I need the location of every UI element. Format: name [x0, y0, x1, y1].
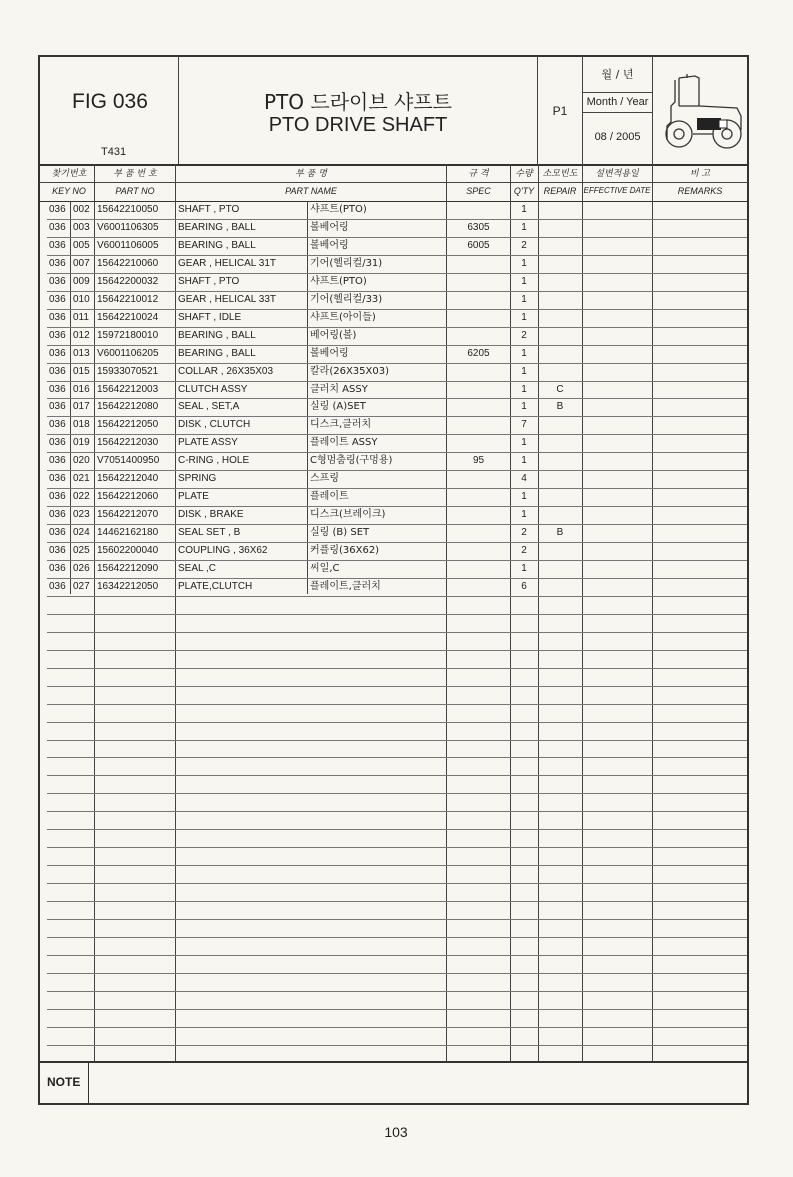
part-name-en-cell: PLATE ASSY: [178, 437, 238, 448]
grid-line: [47, 704, 747, 705]
part-name-ko-cell: 씨일,C: [310, 563, 340, 574]
part-name-ko-cell: 커플링(36X62): [310, 545, 380, 556]
col-partno-ko: 부 품 번 호: [113, 169, 157, 179]
spec-cell: 6005: [467, 240, 490, 251]
part-name-ko-cell: 클러치 ASSY: [310, 384, 368, 395]
qty-cell: 1: [521, 312, 527, 323]
key-cell: 003: [73, 222, 90, 233]
header-sep-1: [178, 56, 179, 164]
grid-line: [47, 650, 747, 651]
key-cell: 024: [73, 527, 90, 538]
grid-line: [47, 829, 747, 830]
qty-cell: 1: [521, 563, 527, 574]
part-name-ko-cell: 스프링: [310, 473, 339, 484]
fig-cell: 036: [49, 348, 66, 359]
grid-line: [47, 775, 747, 776]
table-row: [0, 201, 793, 219]
fig-cell: 036: [49, 419, 66, 430]
col-key-ko: 찾기번호: [51, 169, 87, 179]
part-name-ko-cell: 실링 (A)SET: [310, 401, 366, 412]
part-name-en-cell: BEARING , BALL: [178, 240, 256, 251]
revision-date: 08 / 2005: [594, 131, 641, 143]
page-number: 103: [384, 1124, 408, 1140]
part-name-ko-cell: 디스크,클러치: [310, 419, 372, 430]
qty-cell: 1: [521, 455, 527, 466]
table-row: [0, 434, 793, 452]
fig-cell: 036: [49, 258, 66, 269]
repair-cell: B: [556, 401, 564, 412]
key-cell: 017: [73, 401, 90, 412]
fig-cell: 036: [49, 527, 66, 538]
fig-cell: 036: [49, 330, 66, 341]
col-eff-ko: 설변적용일: [595, 169, 639, 179]
qty-cell: 6: [521, 581, 527, 592]
fig-cell: 036: [49, 563, 66, 574]
fig-cell: 036: [49, 545, 66, 556]
part-no-cell: V6001106005: [97, 240, 159, 251]
col-eff-en: EFFECTIVE DATE: [583, 186, 651, 195]
part-name-ko-cell: 칼라(26X35X03): [310, 366, 389, 377]
grid-line: [47, 686, 747, 687]
grid-line: [47, 722, 747, 723]
fig-cell: 036: [49, 455, 66, 466]
table-row: [0, 345, 793, 363]
fig-cell: 036: [49, 240, 66, 251]
part-name-en-cell: SPRING: [178, 473, 217, 484]
part-no-cell: 15602200040: [97, 545, 159, 556]
qty-cell: 1: [521, 366, 527, 377]
fig-cell: 036: [49, 366, 66, 377]
qty-cell: 2: [521, 527, 527, 538]
part-no-cell: 15642210024: [97, 312, 159, 323]
part-no-cell: V6001106205: [97, 348, 159, 359]
model-code: T431: [101, 146, 127, 158]
qty-cell: 7: [521, 419, 527, 430]
repair-cell: B: [556, 527, 564, 538]
part-name-ko-cell: 볼베어링: [310, 222, 349, 233]
repair-cell: C: [556, 384, 564, 395]
grid-line: [47, 811, 747, 812]
table-row: [0, 542, 793, 560]
spec-cell: 6205: [467, 348, 490, 359]
key-cell: 013: [73, 348, 90, 359]
table-row: [0, 381, 793, 399]
note-divider: [39, 1061, 748, 1063]
qty-cell: 1: [521, 348, 527, 359]
col-remarks-ko: 비 고: [689, 169, 711, 179]
grid-line: [47, 973, 747, 974]
grid-line: [47, 740, 747, 741]
part-name-en-cell: SHAFT , IDLE: [178, 312, 242, 323]
fig-cell: 036: [49, 473, 66, 484]
month-year-sep-b: [582, 112, 652, 113]
part-name-en-cell: COLLAR , 26X35X03: [178, 366, 274, 377]
part-no-cell: 15642212090: [97, 563, 159, 574]
part-name-en-cell: SEAL ,C: [178, 563, 216, 574]
qty-cell: 2: [521, 240, 527, 251]
qty-cell: 1: [521, 437, 527, 448]
table-row: [0, 398, 793, 416]
key-cell: 016: [73, 384, 90, 395]
grid-line: [47, 757, 747, 758]
note-sep: [88, 1062, 89, 1104]
qty-cell: 1: [521, 401, 527, 412]
fig-cell: 036: [49, 312, 66, 323]
key-cell: 015: [73, 366, 90, 377]
table-row: [0, 291, 793, 309]
qty-cell: 1: [521, 384, 527, 395]
part-name-en-cell: SEAL SET , B: [178, 527, 241, 538]
part-no-cell: V7051400950: [97, 455, 160, 466]
key-cell: 005: [73, 240, 90, 251]
key-cell: 012: [73, 330, 90, 341]
key-cell: 019: [73, 437, 90, 448]
grid-line: [47, 1045, 747, 1046]
part-no-cell: 15933070521: [97, 366, 159, 377]
page-code: P1: [552, 104, 568, 118]
qty-cell: 1: [521, 294, 527, 305]
part-name-en-cell: BEARING , BALL: [178, 222, 256, 233]
col-partname-en: PART NAME: [285, 186, 337, 196]
key-cell: 020: [73, 455, 90, 466]
part-no-cell: 15642212030: [97, 437, 159, 448]
grid-line: [47, 668, 747, 669]
part-name-en-cell: SHAFT , PTO: [178, 276, 240, 287]
grid-line: [47, 632, 747, 633]
key-cell: 011: [73, 312, 89, 323]
spec-cell: 6305: [467, 222, 490, 233]
qty-cell: 1: [521, 258, 527, 269]
fig-cell: 036: [49, 401, 66, 412]
table-row: [0, 309, 793, 327]
grid-line: [47, 883, 747, 884]
part-name-en-cell: PLATE: [178, 491, 209, 502]
part-name-ko-cell: 기어(헬리컬/33): [310, 294, 383, 305]
grid-line: [47, 937, 747, 938]
grid-line: [47, 793, 747, 794]
fig-cell: 036: [49, 276, 66, 287]
key-cell: 026: [73, 563, 90, 574]
part-no-cell: V6001106305: [97, 222, 159, 233]
qty-cell: 1: [521, 222, 527, 233]
part-name-ko-cell: 플레이트 ASSY: [310, 437, 378, 448]
part-name-ko-cell: 샤프트(아이들): [310, 312, 376, 323]
qty-cell: 1: [521, 204, 527, 215]
tractor-icon: [657, 62, 745, 158]
col-partno-en: PART NO: [115, 186, 155, 196]
column-header-midline: [39, 182, 748, 183]
qty-cell: 1: [521, 491, 527, 502]
key-cell: 002: [73, 204, 90, 215]
part-name-en-cell: GEAR , HELICAL 33T: [178, 294, 276, 305]
col-qty-en: Q'TY: [513, 186, 535, 196]
title-korean: PTO 드라이브 샤프트: [264, 90, 452, 114]
part-name-en-cell: C-RING , HOLE: [178, 455, 250, 466]
grid-line: [47, 1009, 747, 1010]
col-repair-ko: 소모빈도: [542, 169, 578, 179]
key-cell: 022: [73, 491, 90, 502]
part-name-en-cell: BEARING , BALL: [178, 330, 256, 341]
grid-line: [47, 596, 747, 597]
table-row: [0, 524, 793, 542]
part-no-cell: 16342212050: [97, 581, 159, 592]
key-cell: 009: [73, 276, 90, 287]
table-row: [0, 416, 793, 434]
grid-line: [47, 847, 747, 848]
grid-line: [47, 955, 747, 956]
part-name-ko-cell: 샤프트(PTO): [310, 204, 367, 215]
fig-cell: 036: [49, 581, 66, 592]
part-no-cell: 15642210050: [97, 204, 159, 215]
part-no-cell: 15642212070: [97, 509, 159, 520]
col-key-en: KEY NO: [52, 186, 86, 196]
part-name-en-cell: GEAR , HELICAL 31T: [178, 258, 276, 269]
qty-cell: 4: [521, 473, 527, 484]
part-name-ko-cell: 실링 (B) SET: [310, 527, 370, 538]
col-repair-en: REPAIR: [543, 186, 577, 196]
grid-line: [47, 919, 747, 920]
table-row: [0, 488, 793, 506]
part-name-ko-cell: C형멈춤링(구멍용): [310, 455, 393, 466]
qty-cell: 1: [521, 276, 527, 287]
part-name-en-cell: DISK , BRAKE: [178, 509, 244, 520]
part-no-cell: 15642212003: [97, 384, 159, 395]
table-row: [0, 452, 793, 470]
table-row: [0, 578, 793, 596]
part-name-ko-cell: 샤프트(PTO): [310, 276, 367, 287]
table-row: [0, 255, 793, 273]
part-name-ko-cell: 플레이트: [310, 491, 349, 502]
fig-cell: 036: [49, 294, 66, 305]
month-year-english: Month / Year: [586, 96, 649, 108]
key-cell: 025: [73, 545, 90, 556]
grid-line: [47, 865, 747, 866]
part-no-cell: 15642212040: [97, 473, 159, 484]
grid-line: [47, 1027, 747, 1028]
part-no-cell: 14462162180: [97, 527, 159, 538]
table-row: [0, 363, 793, 381]
header-sep-4: [652, 56, 653, 164]
fig-cell: 036: [49, 437, 66, 448]
qty-cell: 1: [521, 509, 527, 520]
col-partname-ko: 부 품 명: [295, 169, 327, 179]
part-name-en-cell: PLATE,CLUTCH: [178, 581, 253, 592]
table-row: [0, 560, 793, 578]
col-qty-ko: 수량: [515, 169, 533, 179]
grid-line: [47, 991, 747, 992]
part-no-cell: 15642210060: [97, 258, 159, 269]
key-cell: 010: [73, 294, 90, 305]
table-row: [0, 237, 793, 255]
part-name-en-cell: SHAFT , PTO: [178, 204, 240, 215]
part-name-en-cell: SEAL , SET,A: [178, 401, 240, 412]
grid-line: [47, 901, 747, 902]
part-no-cell: 15642212050: [97, 419, 159, 430]
part-name-ko-cell: 볼베어링: [310, 348, 349, 359]
part-name-en-cell: COUPLING , 36X62: [178, 545, 268, 556]
table-row: [0, 219, 793, 237]
part-name-en-cell: CLUTCH ASSY: [178, 384, 248, 395]
month-year-sep-a: [582, 92, 652, 93]
grid-line: [47, 614, 747, 615]
col-remarks-en: REMARKS: [677, 186, 723, 196]
part-no-cell: 15642200032: [97, 276, 159, 287]
key-cell: 021: [73, 473, 90, 484]
fig-cell: 036: [49, 491, 66, 502]
key-cell: 023: [73, 509, 90, 520]
fig-cell: 036: [49, 509, 66, 520]
spec-cell: 95: [472, 455, 485, 466]
part-no-cell: 15642210012: [97, 294, 159, 305]
table-row: [0, 273, 793, 291]
col-spec-en: SPEC: [466, 186, 491, 196]
table-row: [0, 506, 793, 524]
part-name-ko-cell: 디스크(브레이크): [310, 509, 386, 520]
col-spec-ko: 규 격: [468, 169, 489, 179]
part-name-en-cell: BEARING , BALL: [178, 348, 256, 359]
key-cell: 018: [73, 419, 90, 430]
fig-number: FIG 036: [72, 90, 148, 113]
qty-cell: 2: [521, 330, 527, 341]
part-no-cell: 15642212060: [97, 491, 159, 502]
fig-cell: 036: [49, 222, 66, 233]
part-name-ko-cell: 베어링(볼): [310, 330, 357, 341]
fig-cell: 036: [49, 204, 66, 215]
table-row: [0, 470, 793, 488]
month-year-korean: 월 / 년: [601, 68, 634, 81]
part-name-ko-cell: 기어(헬리컬/31): [310, 258, 383, 269]
key-cell: 007: [73, 258, 90, 269]
part-no-cell: 15642212080: [97, 401, 159, 412]
part-name-en-cell: DISK , CLUTCH: [178, 419, 251, 430]
part-no-cell: 15972180010: [97, 330, 159, 341]
part-name-ko-cell: 볼베어링: [310, 240, 349, 251]
table-row: [0, 327, 793, 345]
part-name-ko-cell: 플레이트,클러치: [310, 581, 381, 592]
note-label: NOTE: [47, 1075, 81, 1089]
fig-cell: 036: [49, 384, 66, 395]
qty-cell: 2: [521, 545, 527, 556]
title-english: PTO DRIVE SHAFT: [268, 114, 448, 136]
key-cell: 027: [73, 581, 90, 592]
